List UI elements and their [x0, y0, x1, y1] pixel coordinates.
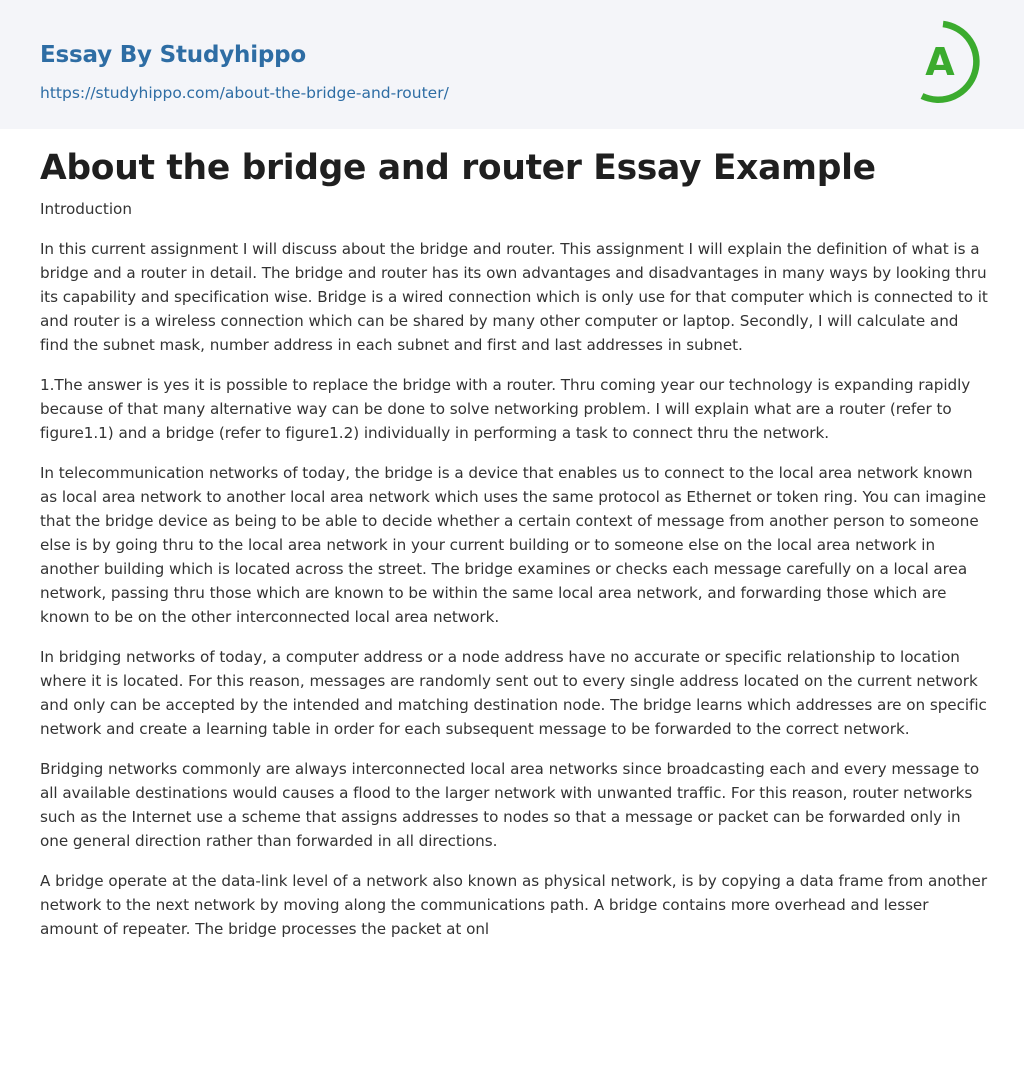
- article-content: [40, 145, 988, 941]
- page-title: About the bridge and router Essay Example: [40, 148, 876, 188]
- intro-label: Introduction: [40, 200, 132, 218]
- paragraph: A bridge operate at the data-link level of a network also known as physical network, is by copying a data frame from another network to the next network by moving along the communications path. A bridge contains more overhead and lesser amount of repeater. The bridge processes the packet at onl: [40, 872, 988, 938]
- paragraph: Bridging networks commonly are always interconnected local area networks since broadcasting each and every message to all available destinations would causes a flood to the larger network with unwanted traffic. For this reason, router networks such as the Internet use a scheme that assigns addresses to nodes so that a message or packet can be forwarded only in one general direction rather than forwarded in all directions.: [40, 760, 980, 850]
- paragraph: In bridging networks of today, a computer address or a node address have no accurate or specific relationship to location where it is located. For this reason, messages are randomly sent out to every single address located on the current network and only can be accepted by the intended and matching destination node. The bridge learns which addresses are on specific network and create a learning table in order for each subsequent message to be forwarded to the correct network.: [40, 648, 987, 738]
- brand-title[interactable]: Essay By Studyhippo: [40, 42, 307, 68]
- paragraph: 1.The answer is yes it is possible to replace the bridge with a router. Thru coming year our technology is expanding rapidly because of that many alternative way can be done to solve networking problem. I will explain what are a router (refer to figure1.1) and a bridge (refer to figure1.2) individually in performing a task to connect thru the network.: [40, 376, 971, 442]
- svg-text:A: A: [925, 40, 955, 84]
- paragraph: In this current assignment I will discuss about the bridge and router. This assignment I will explain the definition of what is a bridge and a router in detail. The bridge and router has its own advantages and disadvantages in many ways by looking thru its capability and specification wise. Bridge is a wired connection which is only use for that computer which is connected to it and router is a wireless connection which can be shared by many other computer or laptop. Secondly, I will calculate and find the subnet mask, number address in each subnet and first and last addresses in subnet.: [40, 240, 988, 354]
- paragraph: In telecommunication networks of today, the bridge is a device that enables us to connect to the local area network known as local area network to another local area network which uses the same protocol as Ethernet or token ring. You can imagine that the bridge device as being to be able to decide whether a certain context of message from another person to someone else is by going thru to the local area network in your current building or to someone else on the local area network in another building which is located across the street. The bridge examines or checks each message carefully on a local area network, passing thru those which are known to be within the same local area network, and forwarding those which are known to be on the other interconnected local area network.: [40, 464, 987, 626]
- studyhippo-logo-icon[interactable]: [910, 18, 988, 106]
- page-url-link[interactable]: https://studyhippo.com/about-the-bridge-and-router/: [40, 84, 449, 102]
- site-header: [0, 0, 1024, 129]
